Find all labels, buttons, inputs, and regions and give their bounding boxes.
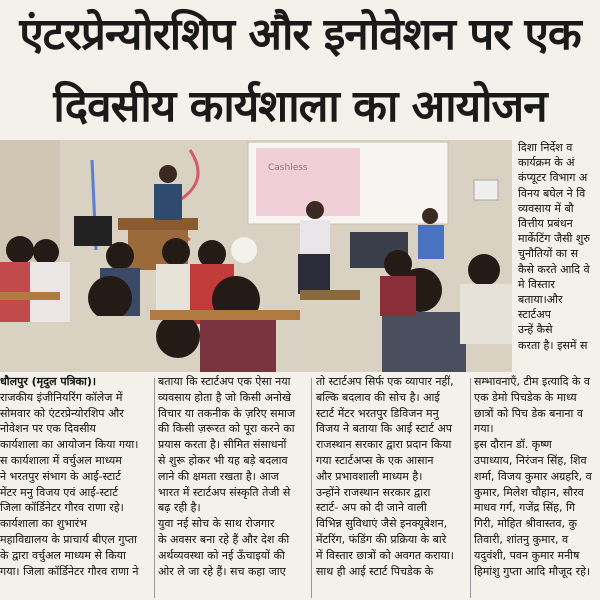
article-line: एक डेमो पिचडेक के माध्य — [474, 390, 577, 404]
article-line: मेंटर मनु विजय एवं आई-स्टार्ट — [0, 485, 118, 499]
article-line: शर्मा, विजय कुमार अग्रहरि, व — [474, 469, 592, 483]
side-line: चुनौतियों का स — [518, 247, 579, 261]
article-column-1 — [0, 374, 150, 600]
article-line: प्रयास करता है। सीमित संसाधनों — [158, 438, 287, 452]
side-line: करता है। इसमें स — [518, 338, 588, 352]
article-line: नोवेशन पर एक दिवसीय — [0, 422, 96, 436]
side-line: मे विस्तार — [518, 277, 555, 291]
article-line: की किसी ज़रूरत को पूरा करने का — [158, 422, 295, 436]
article-line: राजस्थान सरकार द्वारा प्रदान किया — [316, 438, 452, 452]
side-column — [518, 140, 600, 372]
side-line: कैसे करते आदि वे — [518, 262, 590, 276]
article-column-3 — [316, 374, 466, 600]
side-line: विनय बघेल ने वि — [518, 186, 586, 200]
article-line: उपाध्याय, निरंजन सिंह, शिव — [474, 453, 587, 467]
side-line: कार्यक्रम के अं — [518, 156, 575, 170]
article-line: इस दौरान डॉ. कृष्ण — [474, 438, 552, 452]
side-line: स्टार्टअप — [518, 308, 551, 322]
article-line: गया स्टार्टअप्स के एक आसान — [316, 453, 434, 467]
article-line: उन्होंने राजस्थान सरकार द्वारा — [316, 485, 431, 499]
article-line: माधव गर्ग, गजेंद्र सिंह, गि — [474, 501, 576, 515]
article-line: स्टार्ट मेंटर भरतपुर डिविजन मनु — [316, 406, 439, 420]
article-line: स कार्यशाला में वर्चुअल माध्यम — [0, 453, 122, 467]
article-line: यदुवंशी, पवन कुमार मनीष — [474, 548, 580, 562]
article-line: के अवसर बना रहे हैं और देश की — [158, 532, 290, 546]
article-line: गया। जिला कॉर्डिनेटर गौरव राणा ने — [0, 564, 139, 578]
article-line: बढ़ रही है। — [158, 501, 201, 515]
headline-line-2: दिवसीय कार्यशाला का आयोजन — [53, 81, 547, 132]
article-line: सोमवार को एंटरप्रेन्योरशिप और — [0, 406, 124, 420]
article-line: बल्कि बदलाव की सोच है। आई — [316, 390, 440, 404]
article-line: से शुरू होकर भी यह बड़े बदलाव — [158, 453, 288, 467]
article-line: और प्रभावशाली माध्यम है। — [316, 469, 423, 483]
article-line: विचार या तकनीक के ज़रिए समाज — [158, 406, 296, 420]
article-line: मेंटरिंग, फंडिंग की प्रक्रिया के बारे — [316, 532, 447, 546]
side-line: मार्केटिंग जैसी शुरु — [518, 232, 590, 246]
article-line: विभिन्न सुविधाएं जैसे इनक्यूबेशन, — [316, 517, 448, 531]
article-column-2 — [158, 374, 306, 600]
article-line: व्यवसाय होता है जो किसी अनोखे — [158, 390, 292, 404]
article-line: कार्यशाला का आयोजन किया गया। — [0, 438, 139, 452]
article-line: हिमांशु गुप्ता आदि मौजूद रहे। — [474, 564, 591, 578]
article-line: जिला कॉर्डिनेटर गौरव राणा रहे। — [0, 501, 124, 515]
article-line: अर्थव्यवस्था को नई ऊँचाइयों की — [158, 548, 285, 562]
article-line: गिरी, मोहित श्रीवास्तव, कु — [474, 517, 577, 531]
article-line: महाविद्यालय के प्राचार्य बीएल गुप्ता — [0, 532, 137, 546]
article-line: लाने की क्षमता रखता है। आज — [158, 469, 279, 483]
article-line: साथ ही आई स्टार्ट पिचडेक के — [316, 564, 434, 578]
side-line: बताया।और — [518, 293, 563, 307]
article-line: ने भरतपुर संभाग के आई-स्टार्ट — [0, 469, 121, 483]
dateline: धौलपुर (मृदुल पत्रिका)। — [0, 375, 97, 388]
article-line: कार्यशाला का शुभारंभ — [0, 517, 87, 531]
article-line: राजकीय इंजीनियरिंग कॉलेज में — [0, 390, 123, 404]
article-line: सम्भावनाएँ, टीम इत्यादि के व — [474, 375, 590, 388]
article-line: तो स्टार्टअप सिर्फ एक व्यापार नहीं, — [316, 375, 454, 388]
article-line: के द्वारा वर्चुअल माध्यम से किया — [0, 548, 126, 562]
article-line: कुमार, मिलेश चौहान, सौरव — [474, 485, 584, 499]
screen-text: Cashless — [268, 163, 308, 173]
article-line: गया। — [474, 422, 494, 436]
article-line: ओर ले जा रहे हैं। सच कहा जाए — [158, 564, 286, 578]
side-line: दिशा निर्देश व — [518, 141, 573, 154]
article-line: स्टार्ट- अप को दी जाने वाली — [316, 501, 427, 515]
article-line: तिवारी, शांतनु कुमार, व — [474, 532, 569, 546]
article-line: बताया कि स्टार्टअप एक ऐसा नया — [158, 375, 291, 388]
side-line: उन्हें कैसे — [518, 323, 553, 337]
event-photo — [0, 140, 512, 372]
article-line: में विस्तार छात्रों को अवगत कराया। — [316, 548, 454, 562]
headline-line-1: एंटरप्रेन्योरशिप और इनोवेशन पर एक — [19, 9, 581, 60]
side-line: व्यवसाय में बौ — [518, 201, 574, 215]
article-line: छात्रों को पिच डेक बनाना व — [474, 406, 583, 420]
side-line: कंप्यूटर विभाग अ — [518, 171, 588, 185]
article-line: विजय ने बताया कि आई स्टार्ट अप — [316, 422, 453, 436]
article-body — [0, 374, 600, 600]
side-line: वित्तीय प्रबंधन — [518, 217, 573, 231]
article-column-4 — [474, 374, 600, 600]
article-line: भारत में स्टार्टअप संस्कृति तेजी से — [158, 485, 291, 499]
article-line: युवा नई सोच के साथ रोजगार — [158, 517, 275, 531]
